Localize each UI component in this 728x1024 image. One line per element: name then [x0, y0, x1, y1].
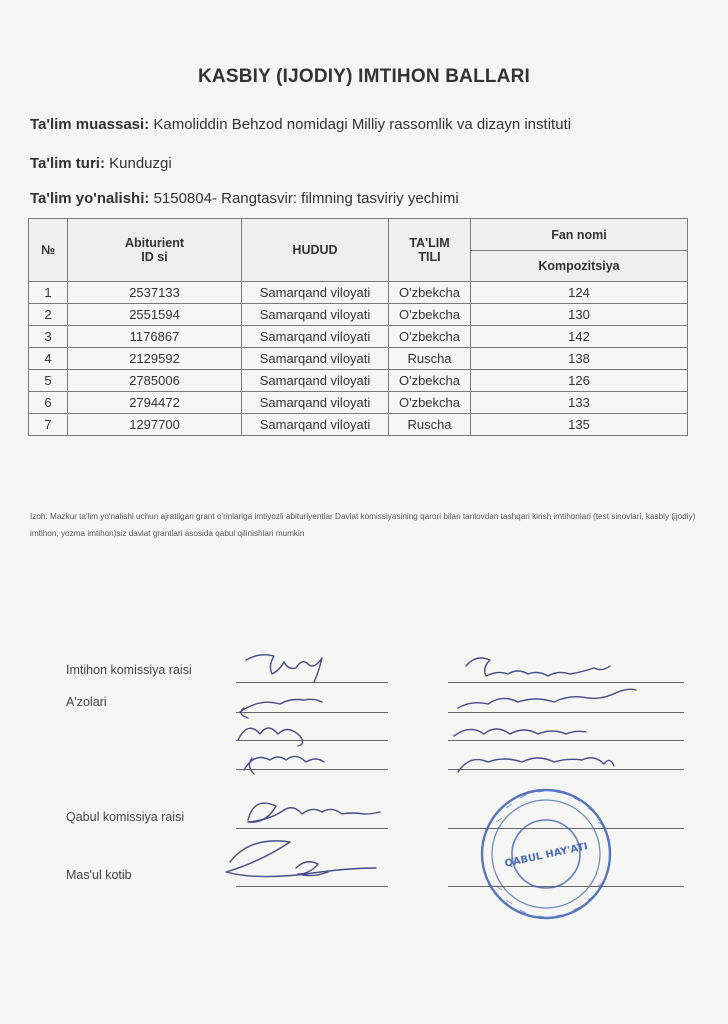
cell-region: Samarqand viloyati: [242, 348, 389, 370]
signature-line: [236, 712, 388, 713]
handwritten-signature: [238, 728, 303, 746]
direction-label: Ta'lim yo'nalishi:: [30, 190, 150, 207]
cell-region: Samarqand viloyati: [242, 282, 389, 304]
table-row: [29, 370, 688, 392]
cell-score: 135: [471, 414, 688, 436]
header-subject-group: Fan nomi: [471, 219, 688, 251]
signature-line: [448, 712, 684, 713]
document-title: KASBIY (IJODIY) IMTIHON BALLARI: [197, 66, 531, 87]
cell-applicant-id: 2785006: [68, 370, 242, 392]
cell-score: 130: [471, 304, 688, 326]
cell-score: 124: [471, 282, 688, 304]
signature-line: [448, 682, 684, 683]
cell-language: O'zbekcha: [389, 304, 471, 326]
signature-line: [236, 828, 388, 829]
handwritten-signature: [246, 655, 322, 682]
cell-language: O'zbekcha: [389, 370, 471, 392]
table-row: [29, 348, 688, 370]
cell-score: 142: [471, 326, 688, 348]
cell-applicant-id: 2551594: [68, 304, 242, 326]
header-id-line2: ID si: [141, 250, 168, 264]
header-language: [389, 219, 471, 282]
scores-table: [28, 218, 688, 436]
header-id-line1: Abiturient: [124, 236, 185, 250]
cell-row-no: 7: [29, 414, 68, 436]
cell-region: Samarqand viloyati: [242, 326, 389, 348]
cell-applicant-id: 2129592: [68, 348, 242, 370]
signature-line: [448, 769, 684, 770]
table-row: [29, 326, 688, 348]
cell-score: 126: [471, 370, 688, 392]
header-no: №: [29, 219, 68, 282]
cell-region: Samarqand viloyati: [242, 370, 389, 392]
cell-language: O'zbekcha: [389, 392, 471, 414]
cell-applicant-id: 2794472: [68, 392, 242, 414]
header-lang-line1: TA'LIM: [409, 236, 450, 250]
scores-table-body: [29, 282, 688, 436]
direction-line: [30, 190, 459, 207]
header-lang-line2: TILI: [418, 250, 441, 264]
cell-language: O'zbekcha: [389, 326, 471, 348]
official-stamp: [482, 790, 610, 918]
cell-applicant-id: 2537133: [68, 282, 242, 304]
direction-value: 5150804- Rangtasvir: filmning tasviriy yechimi: [153, 190, 459, 207]
handwritten-signature: [226, 841, 376, 877]
members-label: A'zolari: [66, 695, 107, 709]
institution-value: Kamoliddin Behzod nomidagi Milliy rassomlik va dizayn instituti: [153, 116, 572, 133]
cell-row-no: 4: [29, 348, 68, 370]
cell-row-no: 5: [29, 370, 68, 392]
cell-applicant-id: 1297700: [68, 414, 242, 436]
signature-line: [448, 740, 684, 741]
study-type-label: Ta'lim turi:: [30, 155, 105, 172]
cell-row-no: 6: [29, 392, 68, 414]
cell-applicant-id: 1176867: [68, 326, 242, 348]
stamp-text: QABUL HAY'ATI: [503, 841, 589, 870]
handwritten-signature: [244, 756, 324, 774]
handwritten-signature: [240, 699, 322, 718]
cell-row-no: 2: [29, 304, 68, 326]
study-type-line: [30, 155, 172, 172]
handwritten-signature: [248, 803, 380, 822]
cell-language: Ruscha: [389, 348, 471, 370]
admission-chair-label: Qabul komissiya raisi: [66, 810, 185, 824]
cell-region: Samarqand viloyati: [242, 304, 389, 326]
exam-chair-label: Imtihon komissiya raisi: [66, 663, 192, 677]
signature-line: [448, 828, 684, 829]
handwritten-signature: [458, 689, 636, 708]
header-subject: Kompozitsiya: [471, 251, 688, 282]
cell-language: Ruscha: [389, 414, 471, 436]
secretary-label: Mas'ul kotib: [66, 868, 132, 882]
signature-line: [448, 886, 684, 887]
study-type-value: Kunduzgi: [109, 155, 172, 172]
table-row: [29, 304, 688, 326]
cell-row-no: 3: [29, 326, 68, 348]
table-row: [29, 282, 688, 304]
cell-region: Samarqand viloyati: [242, 392, 389, 414]
signature-line: [236, 740, 388, 741]
cell-row-no: 1: [29, 282, 68, 304]
cell-region: Samarqand viloyati: [242, 414, 389, 436]
institution-line: [30, 116, 571, 133]
header-region: HUDUD: [242, 219, 389, 282]
header-applicant-id: [68, 219, 242, 282]
cell-score: 133: [471, 392, 688, 414]
cell-language: O'zbekcha: [389, 282, 471, 304]
signature-line: [236, 769, 388, 770]
handwritten-signature: [466, 658, 610, 676]
signature-line: [236, 886, 388, 887]
cell-score: 138: [471, 348, 688, 370]
signature-line: [236, 682, 388, 683]
note-text: Izoh: Mazkur ta'lim yo'nalishi uchun ajratilgan grant o'rinlariga imtiyozli abituriyentlar Davlat komissiyasining qarori bilan tanlovdan tashqari kirish imtihonlari (test sinovlari, kasbiy (ijodiy) imtihon, yozma imtihon)siz davlat grantlari asosida qabul qilinishlari mumkin: [30, 512, 696, 538]
institution-label: Ta'lim muassasi:: [30, 116, 150, 133]
handwritten-signature: [454, 729, 586, 736]
table-row: [29, 392, 688, 414]
table-row: [29, 414, 688, 436]
